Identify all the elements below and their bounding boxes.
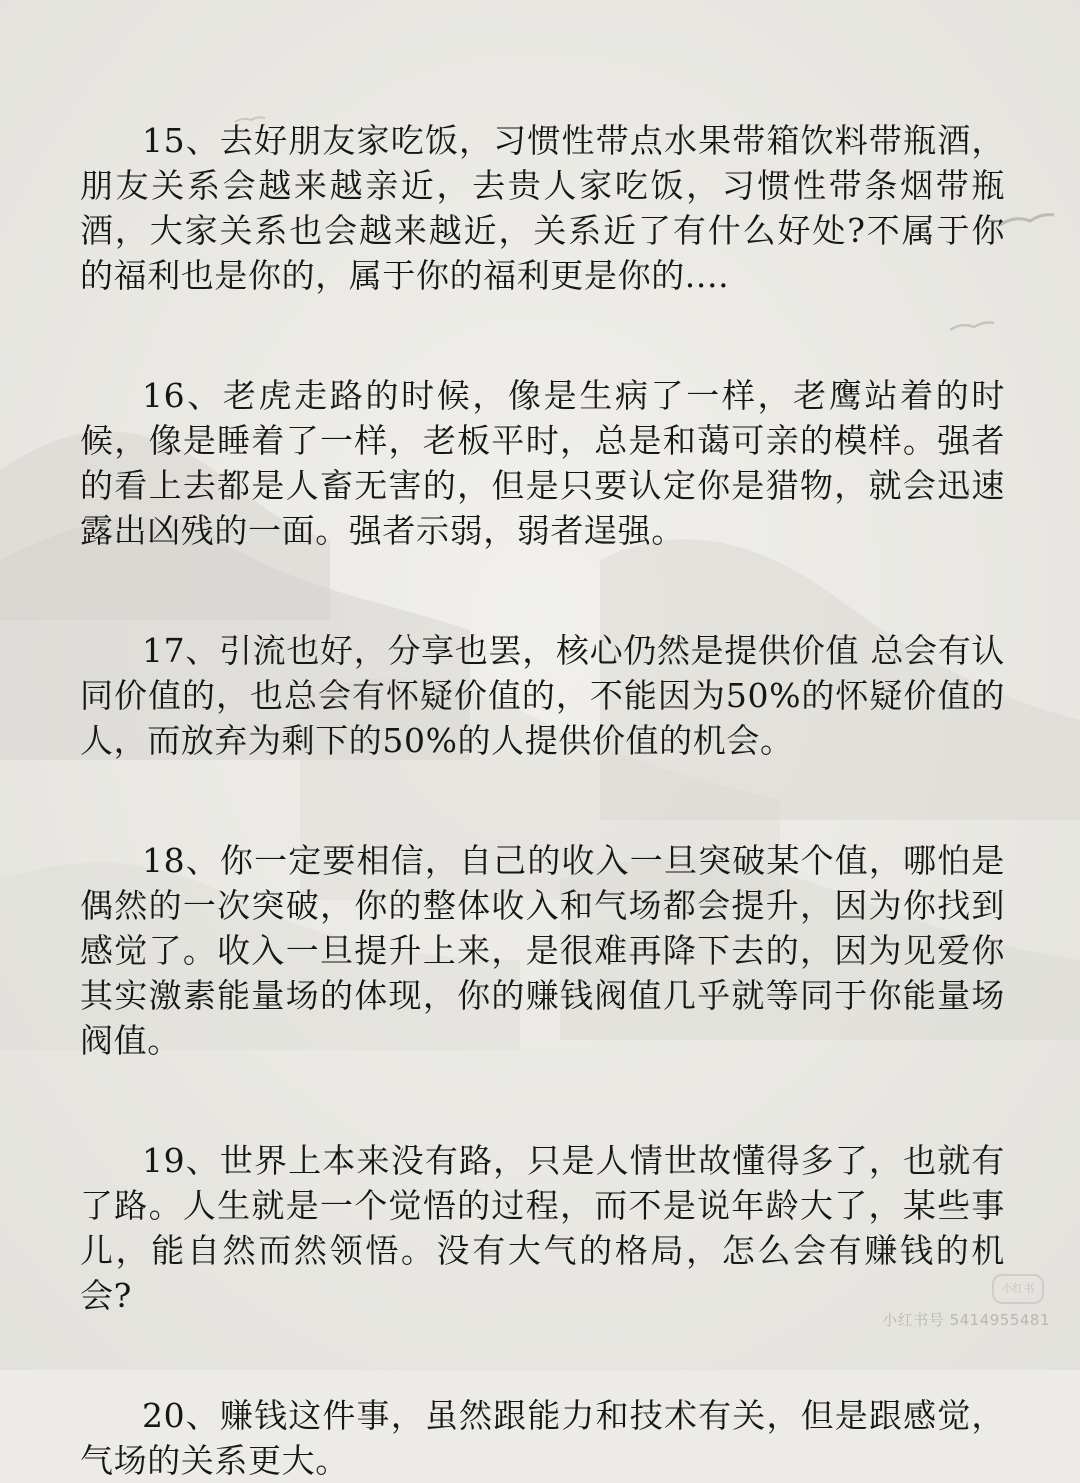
paragraph-20: 20、赚钱这件事，虽然跟能力和技术有关，但是跟感觉，气场的关系更大。 [80, 1396, 1005, 1480]
paragraph-19: 19、世界上本来没有路，只是人情世故懂得多了，也就有了路。人生就是一个觉悟的过程，而不是说年龄大了，某些事儿，能自然而然领悟。没有大气的格局，怎么会有赚钱的机会? [80, 1141, 1005, 1315]
paragraph-18: 18、你一定要相信，自己的收入一旦突破某个值，哪怕是偶然的一次突破，你的整体收入和气场都会提升，因为你找到感觉了。收入一旦提升上来，是很难再降下去的，因为见爱你其实激素能量场的体现，你的赚钱阀值几乎就等同于你能量场阀值。 [80, 841, 1005, 1060]
account-id-watermark: 小红书号 5414955481 [882, 1311, 1050, 1329]
paragraph-15: 15、去好朋友家吃饭，习惯性带点水果带箱饮料带瓶酒，朋友关系会越来越亲近，去贵人家吃饭，习惯性带条烟带瓶酒，大家关系也会越来越近，关系近了有什么好处?不属于你的福利也是你的，属于你的福利更是你的.... [80, 121, 1005, 295]
paragraph-16: 16、老虎走路的时候，像是生病了一样，老鹰站着的时候，像是睡着了一样，老板平时，总是和蔼可亲的模样。强者的看上去都是人畜无害的，但是只要认定你是猎物，就会迅速露出凶残的一面。强者示弱，弱者逞强。 [80, 376, 1005, 550]
article-body [80, 118, 1005, 1483]
paragraph-17: 17、引流也好，分享也罢，核心仍然是提供价值 总会有认同价值的，也总会有怀疑价值的，不能因为50%的怀疑价值的人，而放弃为剩下的50%的人提供价值的机会。 [80, 631, 1005, 760]
xiaohongshu-logo-watermark: 小红书 [992, 1274, 1044, 1304]
